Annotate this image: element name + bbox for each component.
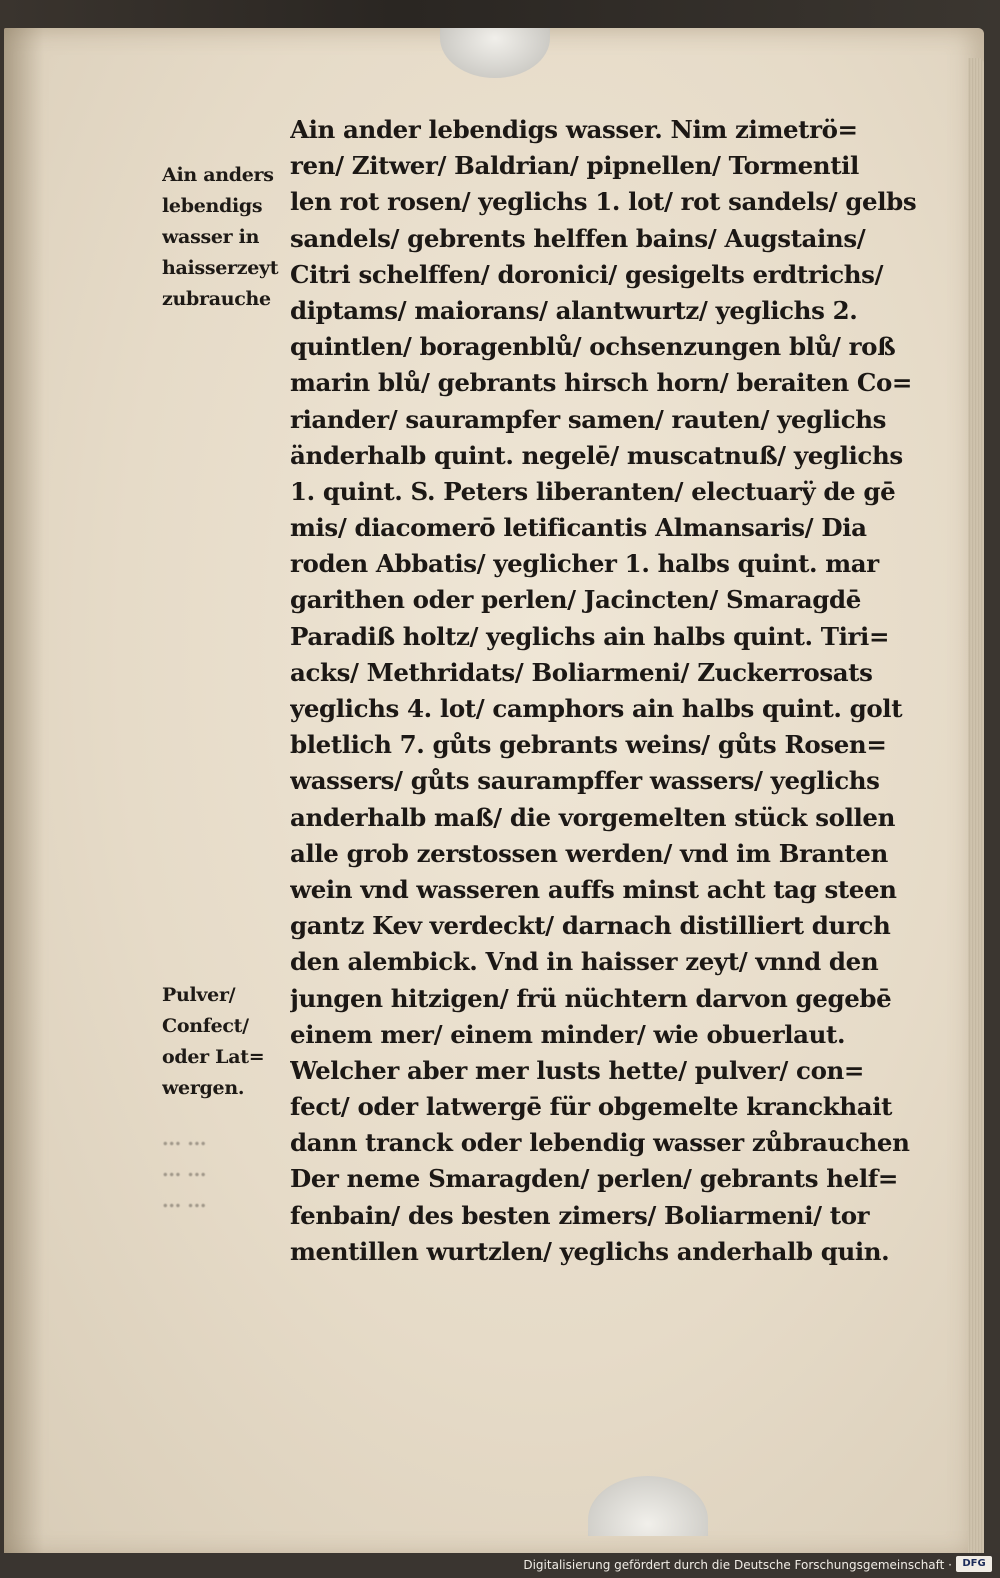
- text-line: dann tranck oder lebendig wasser zůbrauchen: [290, 1128, 910, 1158]
- text-line: fenbain/ des besten zimers/ Boliarmeni/ tor: [290, 1200, 870, 1230]
- page-edge: [968, 58, 984, 1578]
- margin-note-powder: [162, 980, 290, 1104]
- text-line: diptams/ maiorans/ alantwurtz/ yeglichs 2.: [290, 295, 858, 325]
- text-line: bletlich 7. gůts gebrants weins/ gůts Rosen=: [290, 730, 887, 760]
- text-line: Der neme Smaragden/ perlen/ gebrants helf=: [290, 1164, 898, 1194]
- margin-note-line: wasser in: [162, 226, 260, 248]
- text-line: jungen hitzigen/ frü nüchtern darvon gegebē: [290, 983, 892, 1013]
- main-text-block: [290, 112, 930, 1270]
- text-line: wein vnd wasseren auffs minst acht tag steen: [290, 874, 897, 904]
- margin-note-living-water: [162, 160, 290, 315]
- margin-note-line: oder Lat=: [162, 1046, 265, 1068]
- margin-note-line: ... ...: [162, 1159, 207, 1181]
- margin-note-line: ... ...: [162, 1190, 207, 1212]
- text-line: acks/ Methridats/ Boliarmeni/ Zuckerrosats: [290, 657, 873, 687]
- margin-note-line: haisserzeyt: [162, 257, 279, 279]
- margin-note-line: lebendigs: [162, 195, 263, 217]
- text-line: 1. quint. S. Peters liberanten/ electuarÿ de gē: [290, 476, 896, 506]
- text-line: Paradiß holtz/ yeglichs ain halbs quint. Tiri=: [290, 621, 890, 651]
- text-line: riander/ saurampfer samen/ rauten/ yeglichs: [290, 404, 887, 434]
- margin-note-line: Ain anders: [162, 164, 274, 186]
- digitization-credit: Digitalisierung gefördert durch die Deutsche Forschungsgemeinschaft ·: [523, 1558, 952, 1572]
- margin-note-bleedthrough: [162, 1124, 290, 1217]
- text-line: Ain ander lebendigs wasser. Nim zimetrö=: [290, 115, 858, 144]
- text-line: mis/ diacomerō letificantis Almansaris/ Dia: [290, 513, 867, 543]
- text-line: sandels/ gebrents helffen bains/ Augstains/: [290, 223, 866, 253]
- margin-note-line: ... ...: [162, 1128, 207, 1150]
- text-line: wassers/ gůts saurampffer wassers/ yeglichs: [290, 766, 880, 796]
- text-line: gantz Kev verdeckt/ darnach distilliert durch: [290, 911, 891, 941]
- text-line: änderhalb quint. negelē/ muscatnuß/ yeglichs: [290, 440, 903, 470]
- text-line: yeglichs 4. lot/ camphors ain halbs quint. golt: [290, 694, 903, 723]
- text-line: Welcher aber mer lusts hette/ pulver/ con=: [290, 1055, 865, 1085]
- margin-note-line: Confect/: [162, 1015, 249, 1037]
- text-line: alle grob zerstossen werden/ vnd im Branten: [290, 838, 888, 868]
- text-line: einem mer/ einem minder/ wie obuerlaut.: [290, 1019, 846, 1049]
- text-line: roden Abbatis/ yeglicher 1. halbs quint. mar: [290, 549, 879, 579]
- gutter-shadow: [4, 28, 44, 1558]
- dfg-logo: DFG: [956, 1556, 992, 1572]
- margin-note-line: wergen.: [162, 1077, 245, 1099]
- margin-note-line: Pulver/: [162, 984, 236, 1006]
- text-line: den alembick. Vnd in haisser zeyt/ vnnd den: [290, 947, 879, 977]
- text-line: mentillen wurtzlen/ yeglichs anderhalb quin.: [290, 1236, 890, 1266]
- text-line: Citri schelffen/ doronici/ gesigelts erdtrichs/: [290, 259, 884, 289]
- text-line: anderhalb maß/ die vorgemelten stück sollen: [290, 802, 895, 832]
- text-line: len rot rosen/ yeglichs 1. lot/ rot sandels/ gelbs: [290, 187, 917, 217]
- margin-note-line: zubrauche: [162, 288, 271, 310]
- text-line: ren/ Zitwer/ Baldrian/ pipnellen/ Tormentil: [290, 151, 859, 181]
- text-line: garithen oder perlen/ Jacincten/ Smaragdē: [290, 585, 861, 615]
- text-line: fect/ oder latwergē für obgemelte kranckhait: [290, 1092, 893, 1122]
- text-line: marin blů/ gebrants hirsch horn/ beraiten Co=: [290, 368, 913, 398]
- text-line: quintlen/ boragenblů/ ochsenzungen blů/ roß: [290, 332, 896, 362]
